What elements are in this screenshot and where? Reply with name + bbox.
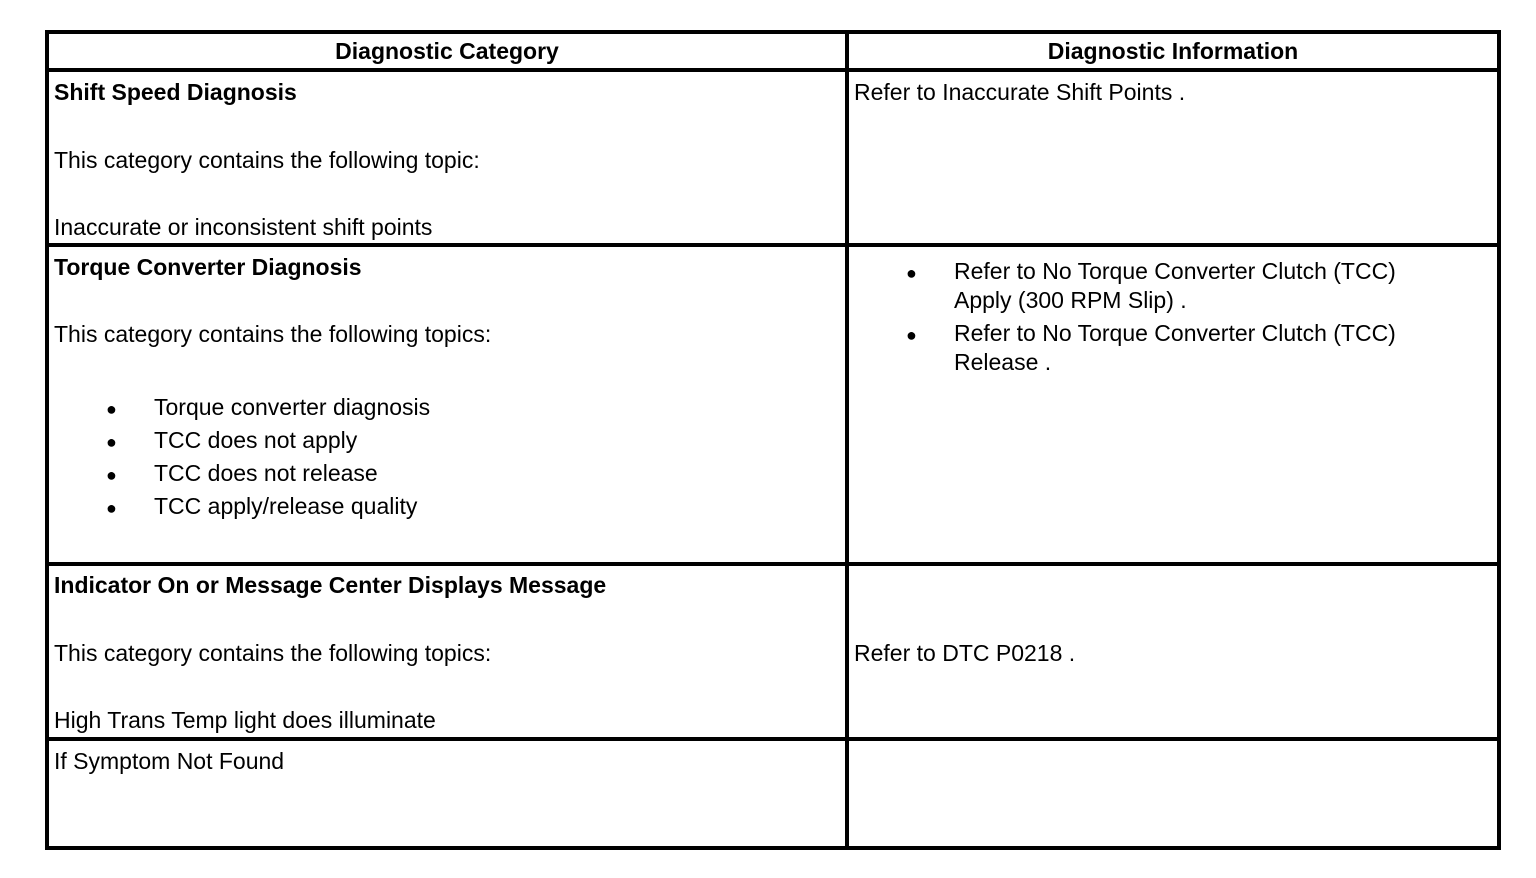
category-intro: This category contains the following topics: xyxy=(54,321,492,347)
category-topic: High Trans Temp light does illuminate xyxy=(54,707,436,733)
header-diagnostic-category: Diagnostic Category xyxy=(47,32,847,70)
category-intro: This category contains the following topic: xyxy=(54,147,480,173)
info-cell xyxy=(847,564,1499,739)
bullet-icon: ● xyxy=(106,465,117,485)
category-intro: This category contains the following topics: xyxy=(54,640,492,666)
bullet-icon: ● xyxy=(106,399,117,419)
bullet-icon: ● xyxy=(106,432,117,452)
list-item: TCC does not apply xyxy=(154,427,358,453)
diagnostic-table xyxy=(45,30,1501,850)
category-cell xyxy=(47,739,847,848)
header-diagnostic-information: Diagnostic Information xyxy=(847,32,1499,70)
category-cell xyxy=(47,245,847,564)
info-text: Refer to Inaccurate Shift Points . xyxy=(854,79,1186,105)
list-item: Torque converter diagnosis xyxy=(154,394,431,420)
info-line: Refer to No Torque Converter Clutch (TCC) xyxy=(954,320,1396,346)
table-header-row xyxy=(47,32,1499,70)
info-line: Apply (300 RPM Slip) . xyxy=(954,287,1187,313)
category-title: Shift Speed Diagnosis xyxy=(54,79,297,105)
category-title: Indicator On or Message Center Displays Message xyxy=(54,572,607,598)
info-cell xyxy=(847,70,1499,245)
bullet-icon: ● xyxy=(906,325,917,345)
table-row xyxy=(47,739,1499,848)
bullet-icon: ● xyxy=(906,263,917,283)
info-line: Refer to No Torque Converter Clutch (TCC) xyxy=(954,258,1396,284)
info-text: Refer to DTC P0218 . xyxy=(854,640,1076,666)
info-cell xyxy=(847,245,1499,564)
table-row xyxy=(47,70,1499,245)
category-cell xyxy=(47,564,847,739)
list-item: TCC apply/release quality xyxy=(154,493,418,519)
bullet-icon: ● xyxy=(106,498,117,518)
category-title: Torque Converter Diagnosis xyxy=(54,254,362,280)
list-item: TCC does not release xyxy=(154,460,378,486)
table-row xyxy=(47,564,1499,739)
category-cell xyxy=(47,70,847,245)
info-line: Release . xyxy=(954,349,1052,375)
category-topic: Inaccurate or inconsistent shift points xyxy=(54,214,433,240)
table-row xyxy=(47,245,1499,564)
info-cell xyxy=(847,739,1499,848)
category-title: If Symptom Not Found xyxy=(54,748,285,774)
